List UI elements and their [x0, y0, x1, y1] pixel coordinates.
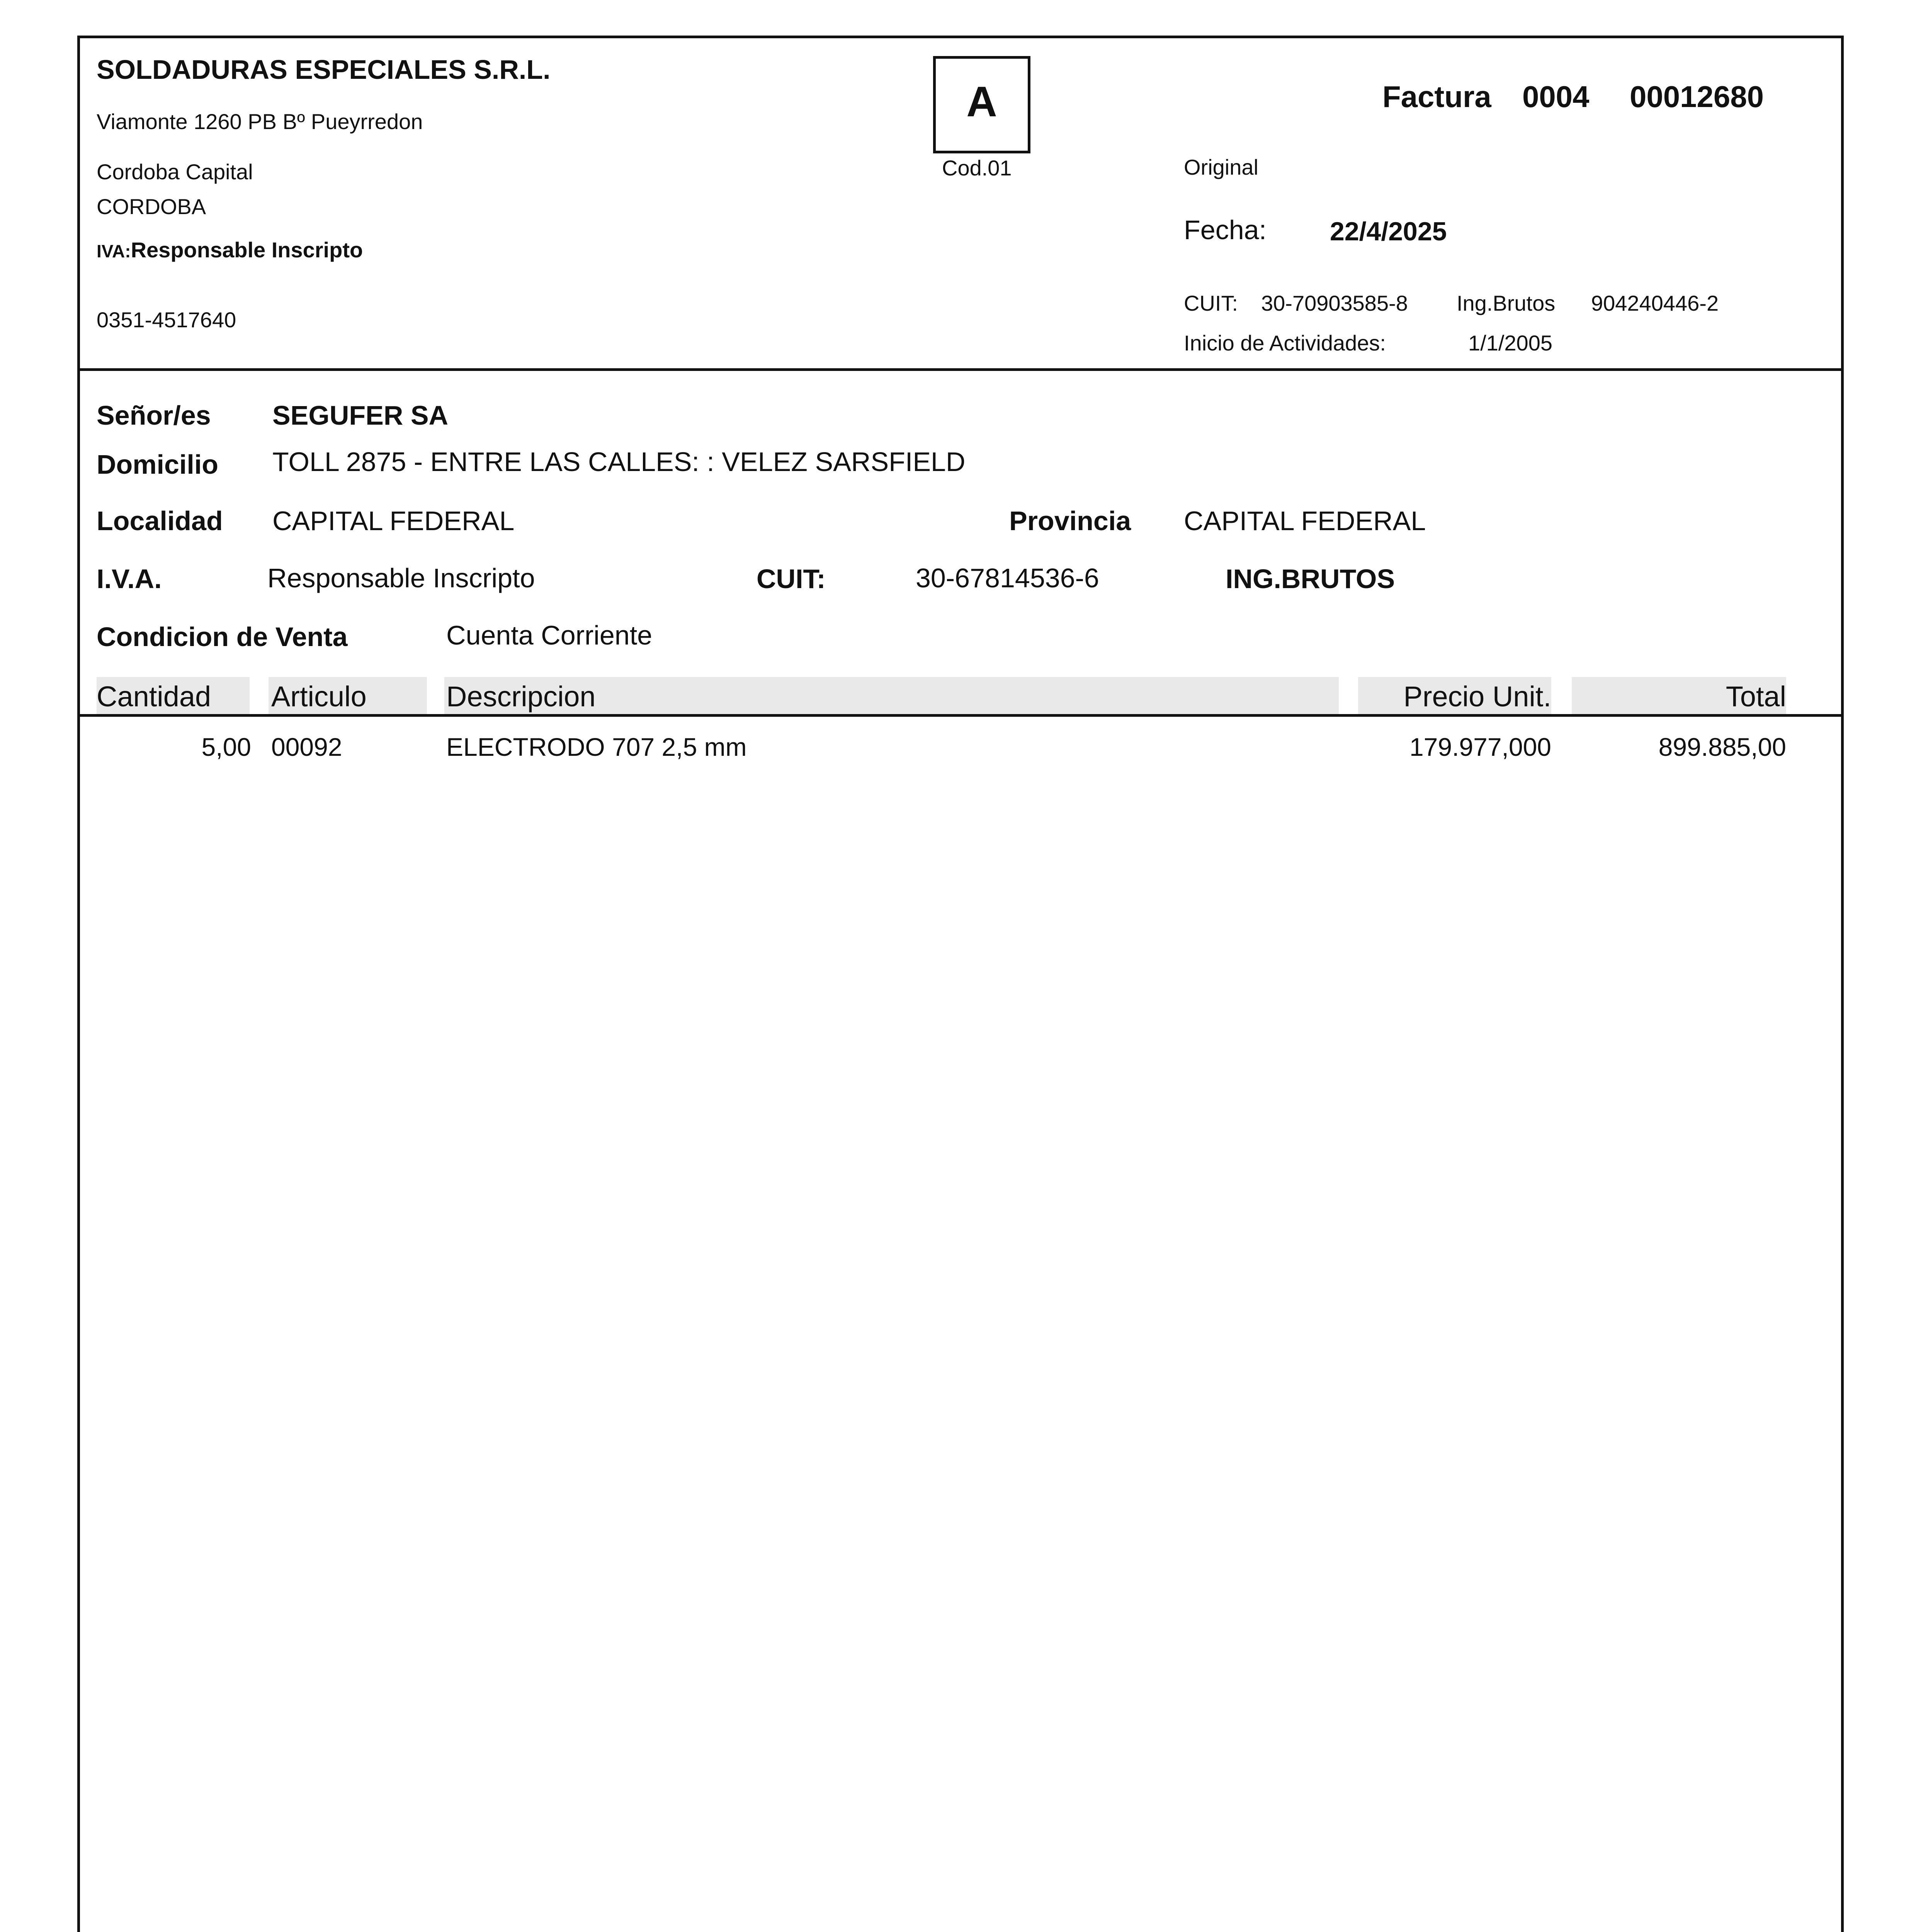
- issuer-iva-prefix: IVA:: [97, 241, 131, 261]
- client-cuit-label: CUIT:: [757, 564, 826, 594]
- invoice-cuit: 30-70903585-8: [1261, 291, 1408, 315]
- invoice-point-of-sale: 0004: [1522, 80, 1590, 114]
- client-province-label: Provincia: [1009, 506, 1131, 536]
- client-sale-condition-label: Condicion de Venta: [97, 622, 348, 652]
- column-header-qty: Cantidad: [97, 680, 211, 713]
- cell-qty: 5,00: [201, 733, 251, 761]
- issuer-iva-value: Responsable Inscripto: [131, 238, 363, 262]
- invoice-type-code: Cod.01: [942, 156, 1012, 180]
- column-header-unit-price: Precio Unit.: [1403, 680, 1551, 713]
- table-header-rule: [77, 714, 1844, 717]
- invoice-date: 22/4/2025: [1330, 217, 1447, 246]
- issuer-city: Cordoba Capital: [97, 160, 253, 184]
- issuer-phone: 0351-4517640: [97, 308, 236, 332]
- client-iva: Responsable Inscripto: [267, 563, 535, 593]
- client-province: CAPITAL FEDERAL: [1184, 506, 1426, 536]
- invoice-iibb: 904240446-2: [1591, 291, 1719, 315]
- issuer-iva: [97, 237, 363, 262]
- issuer-province: CORDOBA: [97, 194, 206, 219]
- cell-article: 00092: [271, 733, 342, 761]
- invoice-number: 00012680: [1630, 80, 1764, 114]
- client-address-label: Domicilio: [97, 449, 219, 480]
- invoice-start-date: 1/1/2005: [1468, 331, 1552, 355]
- column-header-total: Total: [1726, 680, 1786, 713]
- client-iva-label: I.V.A.: [97, 564, 162, 594]
- invoice-cuit-label: CUIT:: [1184, 291, 1238, 315]
- client-locality: CAPITAL FEDERAL: [272, 506, 515, 536]
- client-name-label: Señor/es: [97, 400, 211, 430]
- client-address: TOLL 2875 - ENTRE LAS CALLES: : VELEZ SARSFIELD: [272, 447, 966, 477]
- cell-unit-price: 179.977,000: [1409, 733, 1551, 761]
- cell-description: ELECTRODO 707 2,5 mm: [446, 733, 747, 761]
- invoice-title: Factura: [1382, 80, 1491, 114]
- cell-total: 899.885,00: [1658, 733, 1786, 761]
- issuer-address: Viamonte 1260 PB Bº Pueyrredon: [97, 109, 423, 134]
- client-sale-condition: Cuenta Corriente: [446, 620, 653, 650]
- client-locality-label: Localidad: [97, 506, 223, 536]
- column-header-description: Descripcion: [446, 680, 596, 713]
- client-iibb-label: ING.BRUTOS: [1226, 564, 1395, 594]
- client-name: SEGUFER SA: [272, 400, 449, 430]
- invoice-type-letter: A: [966, 78, 997, 126]
- client-cuit: 30-67814536-6: [916, 563, 1099, 593]
- issuer-name: SOLDADURAS ESPECIALES S.R.L.: [97, 54, 551, 85]
- invoice-start-label: Inicio de Actividades:: [1184, 331, 1386, 355]
- invoice-date-label: Fecha:: [1184, 215, 1267, 245]
- invoice-iibb-label: Ing.Brutos: [1457, 291, 1556, 315]
- column-header-article: Articulo: [271, 680, 367, 713]
- invoice-body-frame: [77, 368, 1844, 1932]
- invoice-copy: Original: [1184, 155, 1258, 179]
